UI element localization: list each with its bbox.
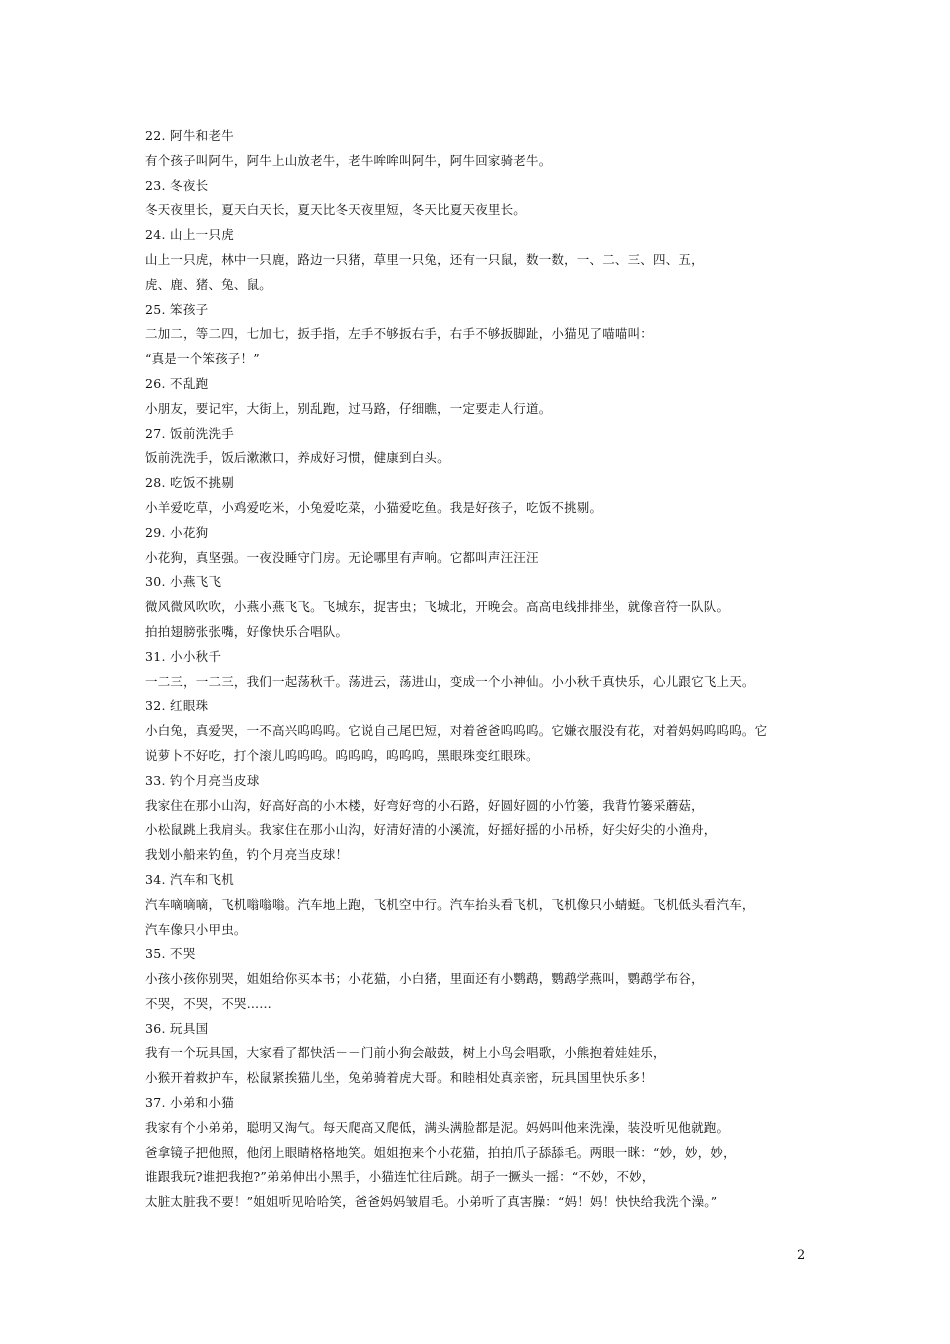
rhyme-entry [145, 298, 817, 372]
rhyme-text-line: 谁跟我玩?谁把我抱?”弟弟伸出小黑手，小猫连忙往后跳。胡子一撅头一摇：“不妙，不妙， [145, 1169, 655, 1185]
rhyme-text-line: 二加二，等二四，七加七，扳手指，左手不够扳右手，右手不够扳脚趾，小猫见了喵喵叫： [145, 326, 654, 342]
rhyme-title: 29. 小花狗 [145, 524, 209, 540]
rhyme-text-line: 爸拿镜子把他照，他闭上眼睛格格地笑。姐姐抱来个小花猫，拍拍爪子舔舔毛。两眼一眯：“妙，妙，妙， [145, 1144, 736, 1160]
rhyme-entry [145, 570, 817, 644]
rhyme-text-line: 拍拍翅膀张张嘴，好像快乐合唱队。 [145, 623, 349, 639]
rhyme-text-line: 我有一个玩具国，大家看了都快活－－门前小狗会敲鼓，树上小鸟会唱歌，小熊抱着娃娃乐， [145, 1045, 666, 1061]
rhyme-title: 30. 小燕飞飞 [145, 574, 222, 590]
rhyme-entry [145, 372, 817, 422]
rhyme-entry [145, 942, 817, 1016]
rhyme-title: 26. 不乱跑 [145, 375, 209, 391]
rhyme-title: 37. 小弟和小猫 [145, 1095, 235, 1111]
rhyme-text-line: 小朋友，要记牢，大街上，别乱跑，过马路，仔细瞧，一定要走人行道。 [145, 400, 552, 416]
rhyme-text-line: 我划小船来钓鱼，钓个月亮当皮球！ [145, 847, 349, 863]
rhyme-text-line: 我家有个小弟弟，聪明又淘气。每天爬高又爬低，满头满脸都是泥。妈妈叫他来洗澡，装没听见他就跑。 [145, 1119, 730, 1135]
rhyme-text-line: 汽车嘀嘀嘀，飞机嗡嗡嗡。汽车地上跑，飞机空中行。汽车抬头看飞机，飞机像只小蜻蜓。飞机低头看汽车， [145, 896, 755, 912]
rhyme-entry [145, 422, 817, 472]
rhyme-text-line: “真是一个笨孩子！” [145, 351, 260, 367]
rhyme-text-line: 微风微风吹吹，小燕小燕飞飞。飞城东，捉害虫；飞城北，开晚会。高高电线排排坐，就像音符一队队。 [145, 599, 730, 615]
rhyme-text-line: 一二三，一二三，我们一起荡秋千。荡进云，荡进山，变成一个小神仙。小小秋千真快乐，心儿跟它飞上天。 [145, 673, 755, 689]
rhyme-text-line: 小孩小孩你别哭，姐姐给你买本书；小花猫，小白猪，里面还有小鹦鹉，鹦鹉学燕叫，鹦鹉学布谷， [145, 971, 704, 987]
rhyme-title: 33. 钓个月亮当皮球 [145, 772, 260, 788]
document-body [145, 124, 817, 1215]
rhyme-title: 31. 小小秋千 [145, 648, 222, 664]
rhyme-entry [145, 174, 817, 224]
rhyme-title: 22. 阿牛和老牛 [145, 128, 235, 143]
rhyme-title: 36. 玩具国 [145, 1020, 209, 1036]
rhyme-text-line: 小松鼠跳上我肩头。我家住在那小山沟，好清好清的小溪流，好摇好摇的小吊桥，好尖好尖的小渔舟， [145, 822, 717, 838]
rhyme-title: 27. 饭前洗洗手 [145, 425, 235, 441]
rhyme-text-line: 小花狗，真坚强。一夜没睡守门房。无论哪里有声响。它都叫声汪汪汪 [145, 549, 539, 565]
rhyme-entry [145, 521, 817, 571]
rhyme-text-line: 虎、鹿、猪、兔、鼠。 [145, 276, 273, 292]
rhyme-title: 23. 冬夜长 [145, 177, 209, 193]
rhyme-text-line: 小白兔，真爱哭，一不高兴呜呜呜。它说自己尾巴短，对着爸爸呜呜呜。它嫌衣服没有花，对着妈妈呜呜呜。它 [145, 723, 768, 739]
rhyme-title: 32. 红眼珠 [145, 698, 209, 714]
rhyme-text-line: 饭前洗洗手，饭后漱漱口，养成好习惯，健康到白头。 [145, 450, 450, 466]
rhyme-text-line: 不哭，不哭，不哭…… [145, 995, 273, 1011]
rhyme-text-line: 小羊爱吃草，小鸡爱吃米，小兔爱吃菜，小猫爱吃鱼。我是好孩子，吃饭不挑剔。 [145, 499, 603, 515]
rhyme-text-line: 说萝卜不好吃，打个滚儿呜呜呜。呜呜呜，呜呜呜，黑眼珠变红眼珠。 [145, 747, 539, 763]
rhyme-text-line: 山上一只虎，林中一只鹿，路边一只猪，草里一只兔，还有一只鼠，数一数，一、二、三、四、五， [145, 251, 704, 267]
rhyme-entry [145, 124, 817, 174]
rhyme-text-line: 我家住在那小山沟，好高好高的小木楼，好弯好弯的小石路，好圆好圆的小竹篓，我背竹篓采蘑菇， [145, 797, 704, 813]
rhyme-entry [145, 694, 817, 768]
rhyme-text-line: 有个孩子叫阿牛，阿牛上山放老牛，老牛哞哞叫阿牛，阿牛回家骑老牛。 [145, 152, 552, 168]
rhyme-entry [145, 645, 817, 695]
rhyme-entry [145, 1091, 817, 1215]
rhyme-title: 25. 笨孩子 [145, 301, 209, 317]
rhyme-text-line: 冬天夜里长，夏天白天长，夏天比冬天夜里短，冬天比夏天夜里长。 [145, 202, 527, 218]
rhyme-entry [145, 1017, 817, 1091]
rhyme-entry [145, 223, 817, 297]
rhyme-entry [145, 471, 817, 521]
rhyme-entry [145, 868, 817, 942]
rhyme-text-line: 小猴开着救护车，松鼠紧挨猫儿坐，兔弟骑着虎大哥。和睦相处真亲密，玩具国里快乐多！ [145, 1070, 654, 1086]
rhyme-title: 35. 不哭 [145, 946, 196, 962]
rhyme-title: 28. 吃饭不挑剔 [145, 475, 235, 491]
rhyme-entry [145, 769, 817, 868]
rhyme-title: 34. 汽车和飞机 [145, 871, 235, 887]
rhyme-text-line: 汽车像只小甲虫。 [145, 921, 247, 937]
page-number: 2 [797, 1248, 806, 1263]
rhyme-title: 24. 山上一只虎 [145, 227, 235, 243]
rhyme-text-line: 太脏太脏我不要！”姐姐听见哈哈笑，爸爸妈妈皱眉毛。小弟听了真害臊：“妈！妈！快快给我洗个澡。” [145, 1194, 718, 1210]
